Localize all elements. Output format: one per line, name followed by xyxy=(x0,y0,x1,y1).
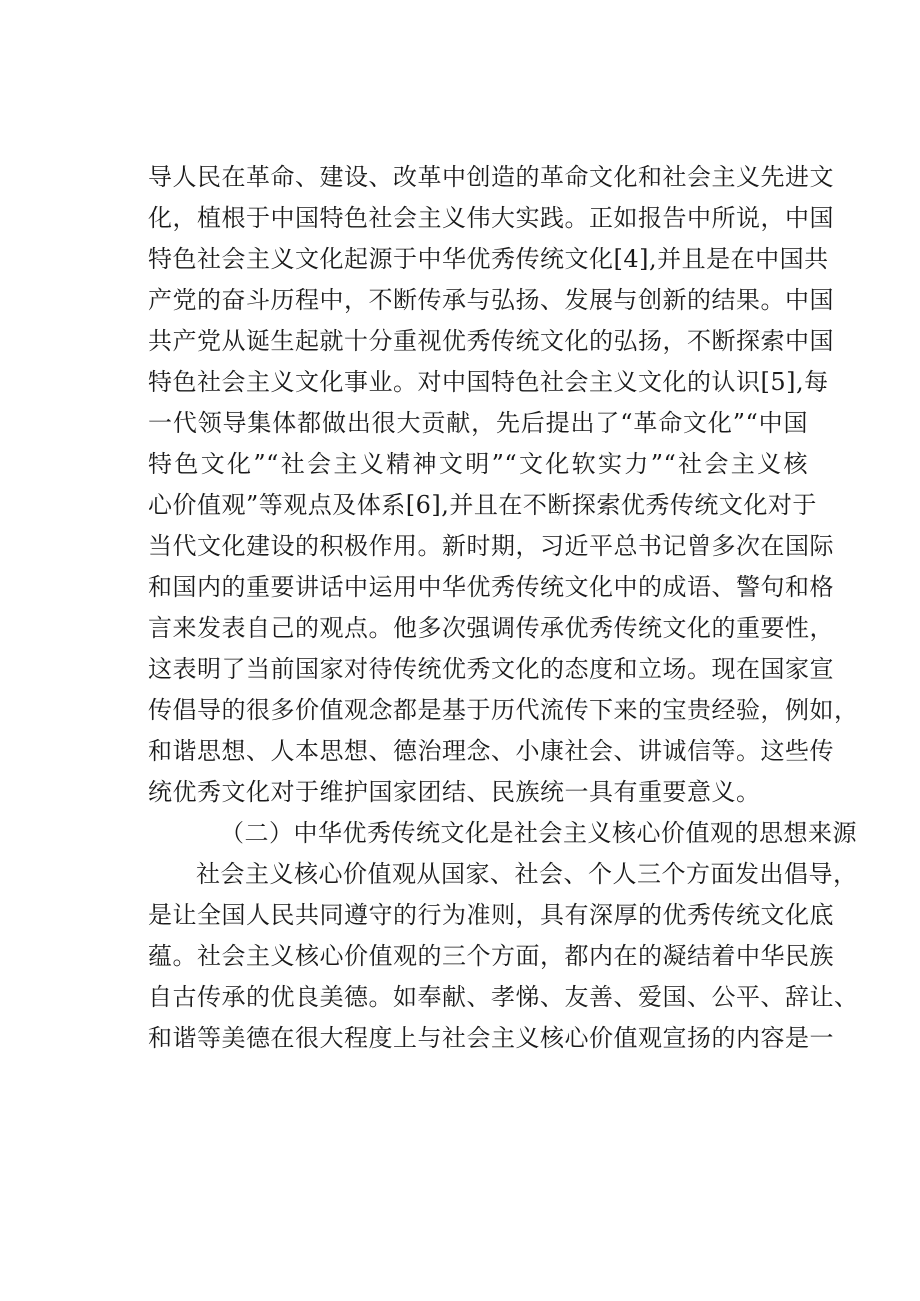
text-line: 和国内的重要讲话中运用中华优秀传统文化中的成语、警句和格 xyxy=(148,573,834,601)
text-line: 特色文化”“社会主义精神文明”“文化软实力”“社会主义核 xyxy=(148,450,808,478)
text-line: 言来发表自己的观点。他多次强调传承优秀传统文化的重要性， xyxy=(148,614,834,642)
text-line: 共产党从诞生起就十分重视优秀传统文化的弘扬，不断探索中国 xyxy=(148,327,834,355)
text-line: 和谐思想、人本思想、德治理念、小康社会、讲诚信等。这些传 xyxy=(148,737,834,765)
text-line: 特色社会主义文化起源于中华优秀传统文化[4],并且是在中国共 xyxy=(148,245,829,273)
text-line: 自古传承的优良美德。如奉献、孝悌、友善、爱国、公平、辞让、 xyxy=(148,983,859,1011)
text-line: 化，植根于中国特色社会主义伟大实践。正如报告中所说，中国 xyxy=(148,204,834,232)
text-line: 是让全国人民共同遵守的行为准则，具有深厚的优秀传统文化底 xyxy=(148,901,834,929)
text-line: 心价值观”等观点及体系[6],并且在不断探索优秀传统文化对于 xyxy=(148,491,817,519)
text-line: 蕴。社会主义核心价值观的三个方面，都内在的凝结着中华民族 xyxy=(148,942,834,970)
text-line: 当代文化建设的积极作用。新时期，习近平总书记曾多次在国际 xyxy=(148,532,834,560)
text-line: 这表明了当前国家对待传统优秀文化的态度和立场。现在国家宣 xyxy=(148,655,834,683)
body-text xyxy=(148,157,859,1059)
text-line: 导人民在革命、建设、改革中创造的革命文化和社会主义先进文 xyxy=(148,163,834,191)
text-line: 产党的奋斗历程中，不断传承与弘扬、发展与创新的结果。中国 xyxy=(148,286,834,314)
text-line: 传倡导的很多价值观念都是基于历代流传下来的宝贵经验，例如， xyxy=(148,696,859,724)
text-line: 一代领导集体都做出很大贡献，先后提出了“革命文化”“中国 xyxy=(148,409,808,437)
section-heading: （二）中华优秀传统文化是社会主义核心价值观的思想来源 xyxy=(220,819,857,847)
text-line: 和谐等美德在很大程度上与社会主义核心价值观宣扬的内容是一 xyxy=(148,1024,834,1052)
text-line: 特色社会主义文化事业。对中国特色社会主义文化的认识[5],每 xyxy=(148,368,829,396)
text-line: 社会主义核心价值观从国家、社会、个人三个方面发出倡导， xyxy=(196,860,858,888)
text-line: 统优秀文化对于维护国家团结、民族统一具有重要意义。 xyxy=(148,778,761,806)
